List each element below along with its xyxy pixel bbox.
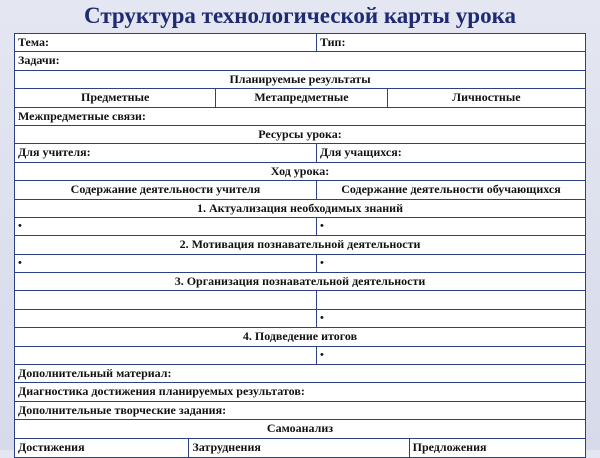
cell-self-analysis: Самоанализ: [266, 421, 334, 436]
cell-empty-teacher-3b: [15, 310, 317, 327]
cell-student-activity: Содержание деятельности обучающихся: [341, 182, 561, 197]
bullet-student-2: •: [319, 256, 324, 269]
cell-stage-4: 4. Подведение итогов: [242, 329, 358, 344]
cell-metasubject-results: Метапредметные: [216, 89, 387, 106]
table-row-stage-1-content: [15, 218, 585, 236]
bullet-student-1: •: [319, 219, 324, 232]
cell-planned-results: Планируемые результаты: [229, 71, 371, 86]
cell-diagnostics: Диагностика достижения планируемых результатов:: [18, 384, 305, 399]
table-row-lesson-flow: [15, 163, 585, 181]
table-row-stage-3: [15, 273, 585, 291]
table-row-stage-4: [15, 328, 585, 346]
cell-stage-1: 1. Актуализация необходимых знаний: [196, 200, 404, 215]
table-row-stage-3-content-b: [15, 310, 585, 328]
cell-topic: Тема:: [15, 34, 317, 51]
cell-empty-student-3a: [317, 291, 585, 308]
bullet-teacher-2: •: [15, 255, 317, 272]
cell-achievements: Достижения: [15, 439, 189, 457]
cell-stage-2: 2. Мотивация познавательной деятельности: [179, 237, 421, 252]
table-row-self-analysis: [15, 420, 585, 438]
table-row-topic: [15, 34, 585, 52]
table-row-interdisciplinary: [15, 108, 585, 126]
table-row-planned-results: [15, 71, 585, 89]
cell-resources: Ресурсы урока:: [258, 126, 342, 141]
cell-type: Тип:: [319, 35, 346, 49]
bullet-teacher-1: •: [15, 218, 317, 235]
cell-teacher-activity: Содержание деятельности учителя: [15, 181, 317, 198]
cell-lesson-flow: Ход урока:: [270, 163, 330, 178]
cell-creative-tasks: Дополнительные творческие задания:: [18, 402, 227, 417]
bullet-student-3: •: [319, 311, 324, 324]
cell-difficulties: Затруднения: [189, 439, 409, 457]
table-row-stage-2-content: [15, 255, 585, 273]
cell-empty-teacher-3a: [15, 291, 317, 308]
cell-subject-results: Предметные: [15, 89, 216, 106]
table-row-resources: [15, 126, 585, 144]
cell-tasks: Задачи:: [18, 53, 60, 68]
cell-extra-material: Дополнительный материал:: [18, 366, 172, 381]
bullet-student-4: •: [319, 348, 324, 361]
table-row-tasks: [15, 52, 585, 70]
lesson-map-table: [14, 33, 586, 458]
cell-for-students: Для учащихся:: [319, 145, 402, 160]
table-row-diagnostics: [15, 383, 585, 401]
table-row-stage-3-content-a: [15, 291, 585, 309]
cell-personal-results: Личностные: [452, 90, 521, 105]
table-row-stage-1: [15, 200, 585, 218]
table-row-activity-headers: [15, 181, 585, 199]
table-row-stage-4-content: [15, 347, 585, 365]
table-row-self-analysis-split: [15, 439, 585, 457]
table-row-resources-split: [15, 144, 585, 162]
cell-empty-teacher-4: [15, 347, 317, 364]
table-row-creative-tasks: [15, 402, 585, 420]
cell-suggestions: Предложения: [412, 439, 487, 454]
table-row-extra-material: [15, 365, 585, 383]
table-row-result-types: [15, 89, 585, 107]
cell-interdisciplinary: Межпредметные связи:: [18, 108, 146, 123]
table-row-stage-2: [15, 236, 585, 254]
cell-stage-3: 3. Организация познавательной деятельности: [174, 274, 426, 289]
page-title: Структура технологической карты урока: [84, 3, 516, 28]
cell-for-teacher: Для учителя:: [15, 144, 317, 161]
